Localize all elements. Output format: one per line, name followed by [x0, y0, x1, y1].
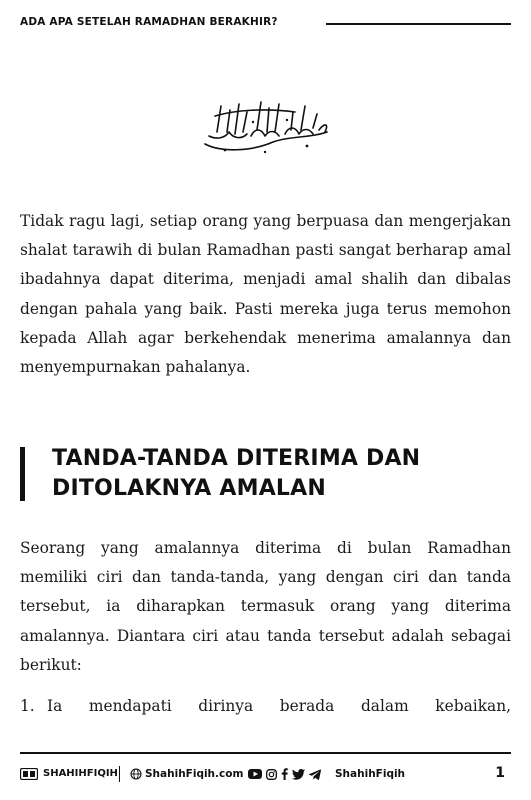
youtube-icon[interactable]	[248, 769, 262, 779]
section-heading	[20, 444, 511, 506]
twitter-icon[interactable]	[292, 769, 305, 780]
footer-rule	[20, 752, 511, 754]
section-heading-line-2: DITOLAKNYA AMALAN	[52, 476, 326, 501]
website-link[interactable]: ShahihFiqih.com	[145, 768, 244, 780]
page-header	[20, 14, 511, 34]
social-icons	[248, 768, 321, 780]
page-footer	[20, 766, 511, 786]
section-heading-line-1: TANDA-TANDA DITERIMA DAN	[52, 446, 421, 471]
telegram-icon[interactable]	[309, 769, 321, 780]
body-paragraph: Seorang yang amalannya diterima di bulan Ramadhan memiliki ciri dan tanda-tanda, yang dengan ciri dan tanda tersebut, ia diharapkan termasuk orang yang diterima amalannya. Diantara ciri atau tanda tersebut adalah sebagai berikut:	[20, 539, 511, 674]
facebook-icon[interactable]	[281, 768, 288, 780]
globe-icon	[130, 768, 142, 780]
brand-name: SHAHIHFIQIH	[43, 768, 118, 779]
intro-paragraph: Tidak ragu lagi, setiap orang yang berpuasa dan mengerjakan shalat tarawih di bulan Ramadhan pasti sangat berharap amal ibadahnya dapat diterima, menjadi amal shalih dan dibalas dengan pahala yang baik. Pasti mereka juga terus memohon kepada Allah agar berkehendak menerima amalannya dan menyempurnakan pahalanya.	[20, 212, 511, 377]
footer-separator	[119, 766, 120, 782]
list-item-number: 1.	[20, 697, 35, 715]
instagram-icon[interactable]	[266, 769, 277, 780]
header-rule	[326, 23, 511, 25]
heading-accent-bar	[20, 447, 25, 501]
social-handle: ShahihFiqih	[335, 768, 406, 780]
list-item-text: Ia mendapati dirinya berada dalam kebaikan,	[47, 697, 511, 715]
page-number: 1	[495, 765, 505, 781]
section-heading-title	[52, 444, 420, 504]
header-title: ADA APA SETELAH RAMADHAN BERAKHIR?	[20, 16, 278, 28]
book-logo-icon	[20, 768, 38, 780]
basmalah-calligraphy	[195, 92, 335, 162]
